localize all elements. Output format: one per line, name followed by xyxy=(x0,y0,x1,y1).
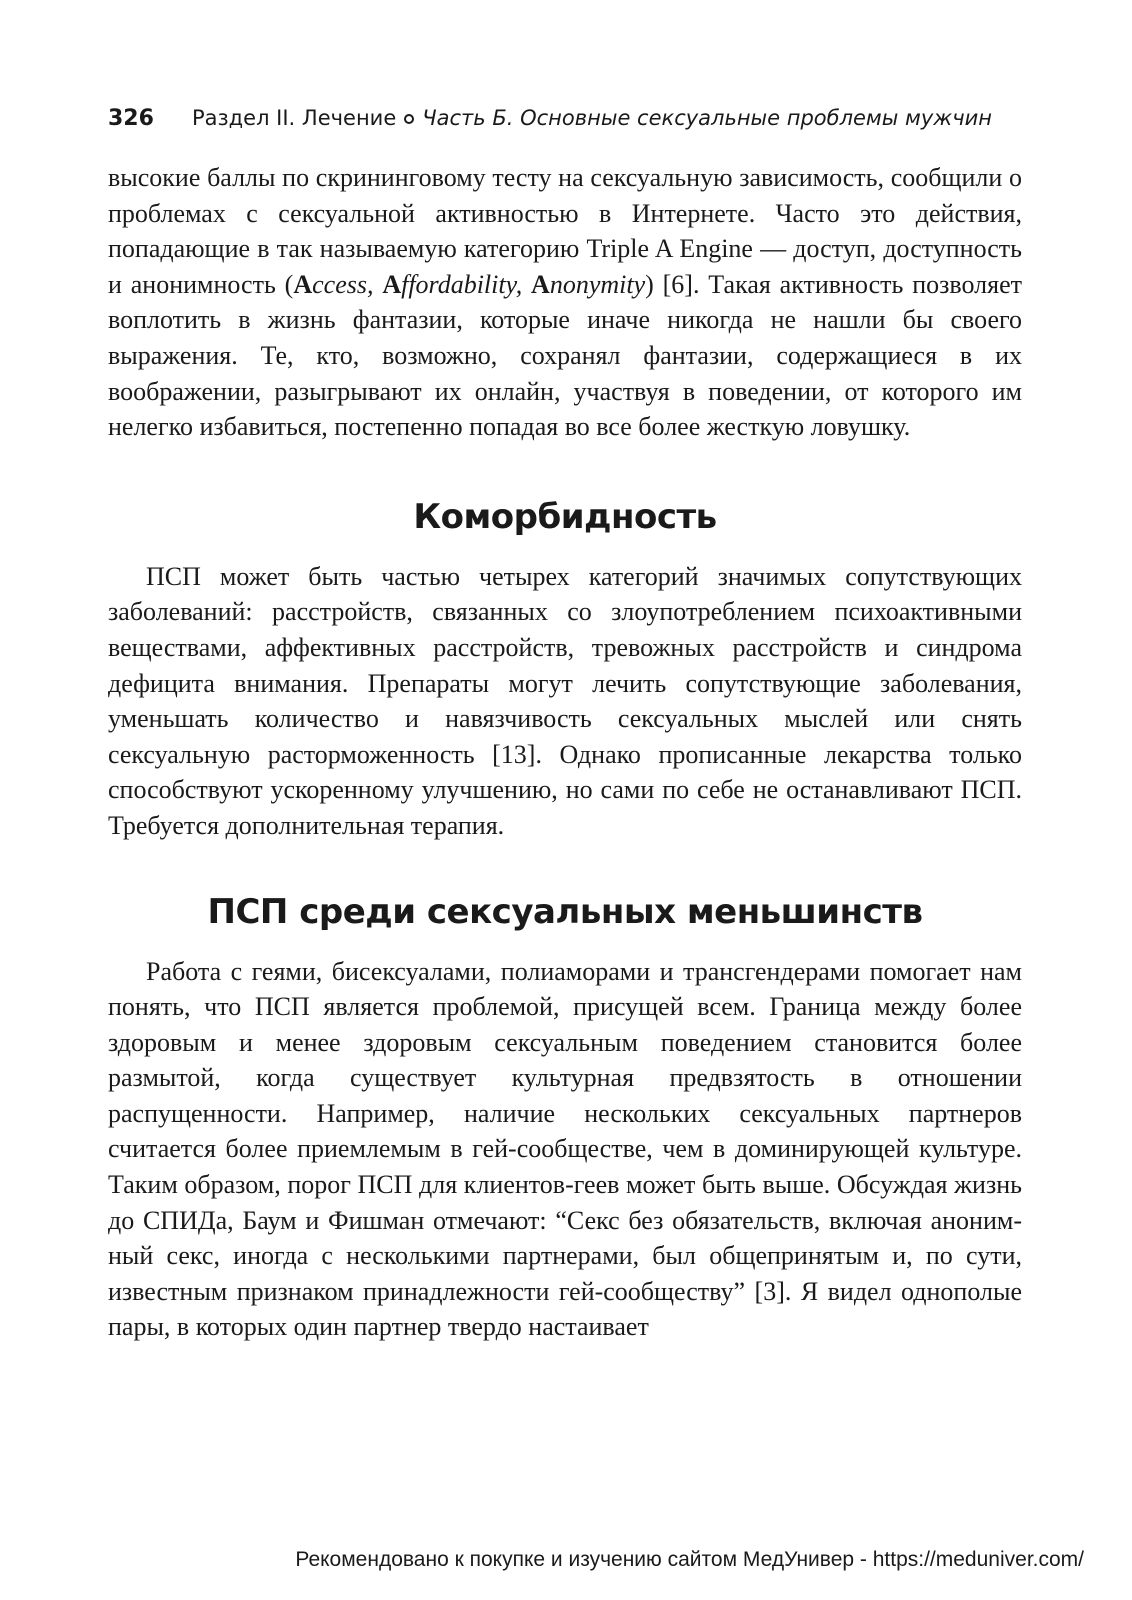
section-heading-minorities: ПСП среди сексуальных меньшинств xyxy=(207,891,923,932)
affordability-rest: ffordability, xyxy=(401,269,532,299)
paragraph-minorities: Работа с геями, бисексуалами, полиаморами и трансгендерами помогает нам понять, что ПСП является проблемой, присущей всем. Граница между более здоровым и менее здоровым сексуальным поведением становится более размытой, когда существует культурная предвзятость в отношении распущенности. Например, наличие нескольких сексуальных партнеров считается более приемлемым в гей-сообществе, чем в доминирующей культуре. Таким образом, порог ПСП для клиентов-геев может быть выше. Обсуждая жизнь до СПИДа, Баум и Фишман отмечают: “Секс без обязательств, включая анонимный секс, иногда с несколькими партнерами, был общепринятым и, по сути, известным признаком принадлежности гей-сообществу” [3]. Я видел однополые пары, в которых один партнер твердо настаивает xyxy=(108,956,1022,1342)
header-part: Часть Б. Основные сексуальные проблемы мужчин xyxy=(422,106,993,130)
running-header xyxy=(108,100,1028,136)
page-body xyxy=(108,160,1022,1345)
anonymity-term xyxy=(531,270,645,299)
affordability-initial: A xyxy=(382,269,402,299)
section-heading-comorbidity: Коморбидность xyxy=(413,496,717,537)
affordability-term xyxy=(382,270,531,299)
anonymity-rest: nonymity xyxy=(549,269,646,299)
access-rest: ccess, xyxy=(312,269,383,299)
bullet-separator-icon xyxy=(404,114,414,124)
footer-watermark: Рекомендовано к покупке и изучению сайтом МедУнивер - https://meduniver.com/ xyxy=(295,1548,1084,1571)
anonymity-initial: A xyxy=(531,269,550,299)
paragraph-text: высокие баллы по скрининговому тесту на сексуальную зависимость, сообщили о проблемах с сексуальной активностью в Интернете. Часто это действия, попадающие в так называемую категорию Triple A Engine — доступ, доступность и анонимность ( xyxy=(108,163,1022,299)
page-number: 326 xyxy=(108,105,154,131)
paragraph-comorbidity: ПСП может быть частью четырех категорий значимых сопутствующих заболеваний: расстройств, связанных со злоупотреблением психоактивными веществами, аффективных расстройств, тревожных расстройств и синдрома дефицита внимания. Препараты могут лечить сопутствующие заболевания, уменьшать количество и навязчивость сексуальных мыслей или снять сексуальную расторможенность [13]. Однако прописанные лекарства только способствуют ускоренному улучшению, но сами по себе не останавливают ПСП. Требуется дополнительная терапия. xyxy=(108,561,1022,840)
header-section: Раздел II. Лечение xyxy=(191,106,397,130)
access-term xyxy=(293,270,382,299)
access-initial: A xyxy=(293,269,313,299)
paragraph-continuation xyxy=(108,160,1022,445)
paragraph-text-end: ) [6]. Такая активность позволяет воплотить в жизнь фантазии, которые иначе никогда не нашли бы своего выражения. Те, кто, возможно, сохранял фантазии, содержащиеся в их воображении, разыгрывают их онлайн, участвуя в поведении, от которого им нелегко избавиться, постепенно попадая во все более жесткую ловушку. xyxy=(108,269,1022,442)
